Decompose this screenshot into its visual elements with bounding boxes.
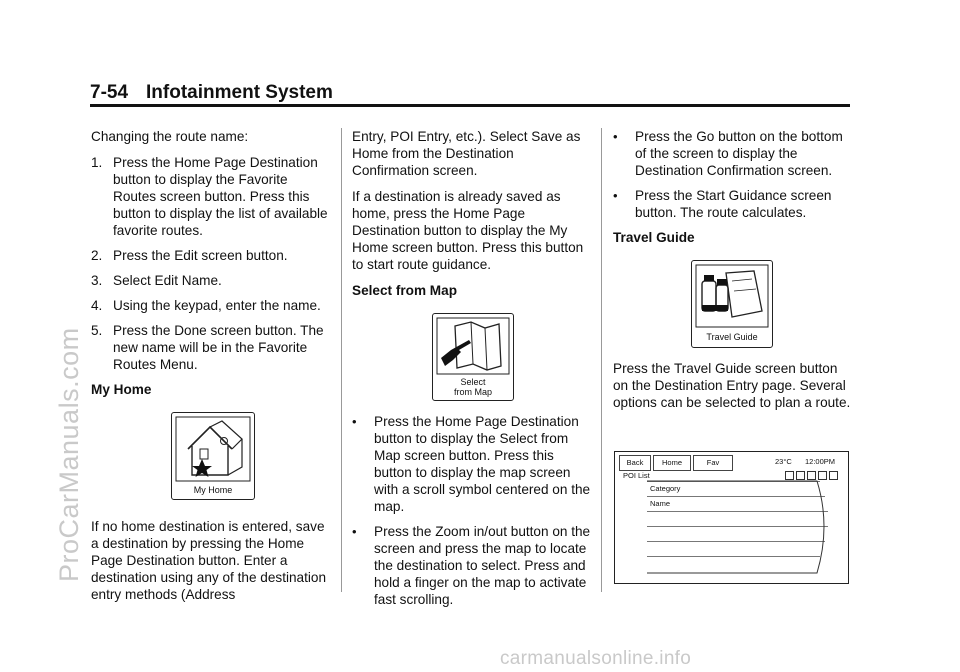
bullet-item: • Press the Home Page Destination button to display the Select from Map screen button. Press this button to display the map screen with a scroll symbol centered on the map. [352,414,591,514]
icon-label: from Map [453,387,492,397]
bullet-icon: • [613,188,618,203]
body-paragraph: If a destination is already saved as home, press the Home Page Destination button to display the My Home screen button. Press this button to start route guidance. [352,189,584,272]
footer-watermark: carmanualsonline.info [500,648,692,669]
travel-guide-button-icon [691,260,773,348]
house-star-icon [172,413,254,485]
watermark: ProCarManuals.com [54,327,84,582]
icon-label: Travel Guide [706,332,758,342]
temperature: 23°C [775,457,792,466]
section-heading-travel-guide: Travel Guide [613,230,695,245]
list-item[interactable]: Category [647,481,820,496]
list-frame [645,480,831,574]
icon-label: My Home [193,485,233,495]
column-2 [352,128,592,616]
column-1 [91,128,331,612]
map-hand-icon [433,314,513,376]
body-paragraph: Entry, POI Entry, etc.). Select Save as Home from the Destination Confirmation screen. [352,129,581,178]
list-item[interactable]: Name [647,496,825,511]
header-rule [90,104,850,107]
page-number: 7-54 [90,82,129,103]
phone-icon[interactable] [818,471,827,480]
page-icon[interactable] [829,471,838,480]
bullet-icon: • [613,129,618,144]
bullet-item: • Press the Go button on the bottom of the screen to display the Destination Confirmation screen. [613,129,843,178]
sort-icon[interactable] [785,471,794,480]
my-home-button-icon [171,412,255,500]
bullet-item: • Press the Start Guidance screen button. The route calculates. [613,188,832,220]
step-item: 3. Select Edit Name. [91,273,222,288]
bullet-icon: • [352,524,357,539]
body-paragraph: If no home destination is entered, save a destination by pressing the Home Page Destination button. Enter a destination using any of the destination entry methods (Address [91,519,327,602]
section-heading-my-home: My Home [91,382,152,397]
binoculars-map-icon [692,261,772,331]
section-heading-select-from-map: Select from Map [352,283,457,298]
step-item: 5. Press the Done screen button. The new name will be in the Favorite Routes Menu. [91,323,324,372]
step-item: 2. Press the Edit screen button. [91,248,288,263]
select-from-map-button-icon [432,313,514,401]
step-item: 4. Using the keypad, enter the name. [91,298,321,313]
column-divider [601,128,602,592]
close-icon[interactable] [796,471,805,480]
clock: 12:00PM [805,457,836,466]
intro-text: Changing the route name: [91,129,249,144]
list-title: POI List [623,471,650,480]
fav-button[interactable]: Fav [693,455,733,471]
icon-label: Select [460,377,486,387]
bullet-icon: • [352,414,357,429]
bullet-item: • Press the Zoom in/out button on the screen and press the map to locate the destination to select. Press and hold a finger on the map to activate fast scrolling. [352,524,591,607]
body-paragraph: Press the Travel Guide screen button on the Destination Entry page. Several options can be selected to plan a route. [613,361,851,410]
step-item: 1. Press the Home Page Destination button to display the Favorite Routes screen button. Press this button to display the list of available favorite routes. [91,155,328,238]
column-divider [341,128,342,592]
speaker-icon[interactable] [807,471,816,480]
page-title: Infotainment System [146,82,333,103]
back-button[interactable]: Back [619,455,651,471]
poi-list-screen [614,451,849,584]
column-3 [613,128,853,420]
home-button[interactable]: Home [653,455,691,471]
